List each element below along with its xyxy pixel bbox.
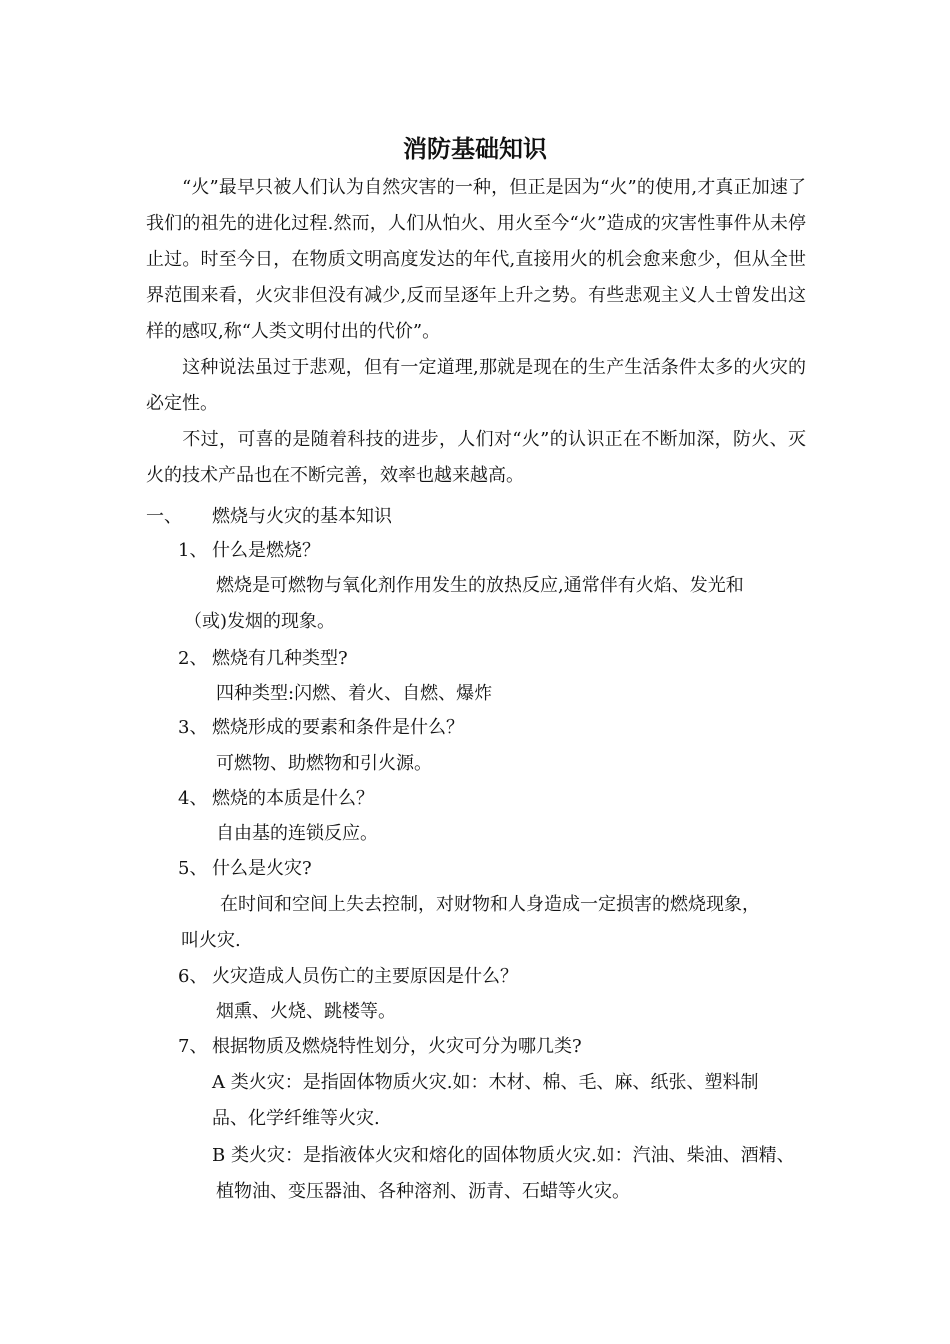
section-number: 一、 — [146, 506, 182, 527]
answer-5-line-1: 在时间和空间上失去控制，对财物和人身造成一定损害的燃烧现象， — [220, 894, 760, 915]
intro-paragraph-2 — [146, 350, 806, 422]
question-text: 燃烧形成的要素和条件是什么？ — [212, 717, 464, 738]
question-number: 7、 — [178, 1036, 208, 1057]
paragraph-text: 这种说法虽过于悲观，但有一定道理,那就是现在的生产生活条件太多的火灾的必定性。 — [146, 357, 806, 414]
question-text: 根据物质及燃烧特性划分，火灾可分为哪几类? — [212, 1036, 582, 1057]
fire-class-b-line-1: B 类火灾：是指液体火灾和熔化的固体物质火灾.如：汽油、柴油、酒精、 — [212, 1145, 795, 1166]
answer-6: 烟熏、火烧、跳楼等。 — [216, 1001, 396, 1022]
section-title: 燃烧与火灾的基本知识 — [212, 506, 392, 527]
question-6 — [178, 965, 518, 989]
question-number: 2、 — [178, 648, 208, 669]
answer-1-line-2: （或)发烟的现象。 — [184, 611, 336, 632]
question-7 — [178, 1035, 582, 1059]
paragraph-text: 不过，可喜的是随着科技的进步，人们对“火”的认识正在不断加深，防火、灭火的技术产品也在不断完善，效率也越来越高。 — [146, 429, 806, 486]
answer-4: 自由基的连锁反应。 — [216, 823, 378, 844]
question-number: 5、 — [178, 858, 208, 879]
question-5 — [178, 857, 312, 881]
fire-class-a-line-2: 品、化学纤维等火灾. — [212, 1108, 380, 1129]
question-text: 燃烧的本质是什么？ — [212, 788, 374, 809]
question-3 — [178, 716, 464, 740]
question-text: 什么是燃烧？ — [212, 540, 320, 561]
question-number: 6、 — [178, 966, 208, 987]
answer-1-line-1: 燃烧是可燃物与氧化剂作用发生的放热反应,通常伴有火焰、发光和 — [216, 575, 744, 596]
fire-class-b-line-2: 植物油、变压器油、各种溶剂、沥青、石蜡等火灾。 — [216, 1181, 630, 1202]
intro-paragraph-3 — [146, 422, 806, 494]
answer-3: 可燃物、助燃物和引火源。 — [216, 753, 432, 774]
question-text: 燃烧有几种类型? — [212, 648, 348, 669]
question-4 — [178, 787, 374, 811]
question-text: 火灾造成人员伤亡的主要原因是什么？ — [212, 966, 518, 987]
question-2 — [178, 647, 348, 671]
paragraph-text: “火”最早只被人们认为自然灾害的一种，但正是因为“火”的使用,才真正加速了我们的祖先的进化过程.然而，人们从怕火、用火至今“火”造成的灾害性事件从未停止过。时至今日，在物质文明高度发达的年代,直接用火的机会愈来愈少，但从全世界范围来看，火灾非但没有减少,反而呈逐年上升之势。有些悲观主义人士曾发出这样的感叹,称“人类文明付出的代价”。 — [146, 177, 806, 342]
intro-paragraph-1 — [146, 170, 806, 350]
question-1 — [178, 539, 320, 563]
question-number: 3、 — [178, 717, 208, 738]
question-number: 1、 — [178, 540, 208, 561]
question-number: 4、 — [178, 788, 208, 809]
fire-class-a-line-1: A 类火灾：是指固体物质火灾.如：木材、棉、毛、麻、纸张、塑料制 — [212, 1072, 759, 1093]
answer-5-line-2: 叫火灾. — [181, 930, 241, 951]
section-heading — [146, 505, 392, 529]
answer-2: 四种类型:闪燃、着火、自燃、爆炸 — [216, 683, 493, 704]
page-title: 消防基础知识 — [403, 135, 547, 163]
question-text: 什么是火灾? — [212, 858, 312, 879]
